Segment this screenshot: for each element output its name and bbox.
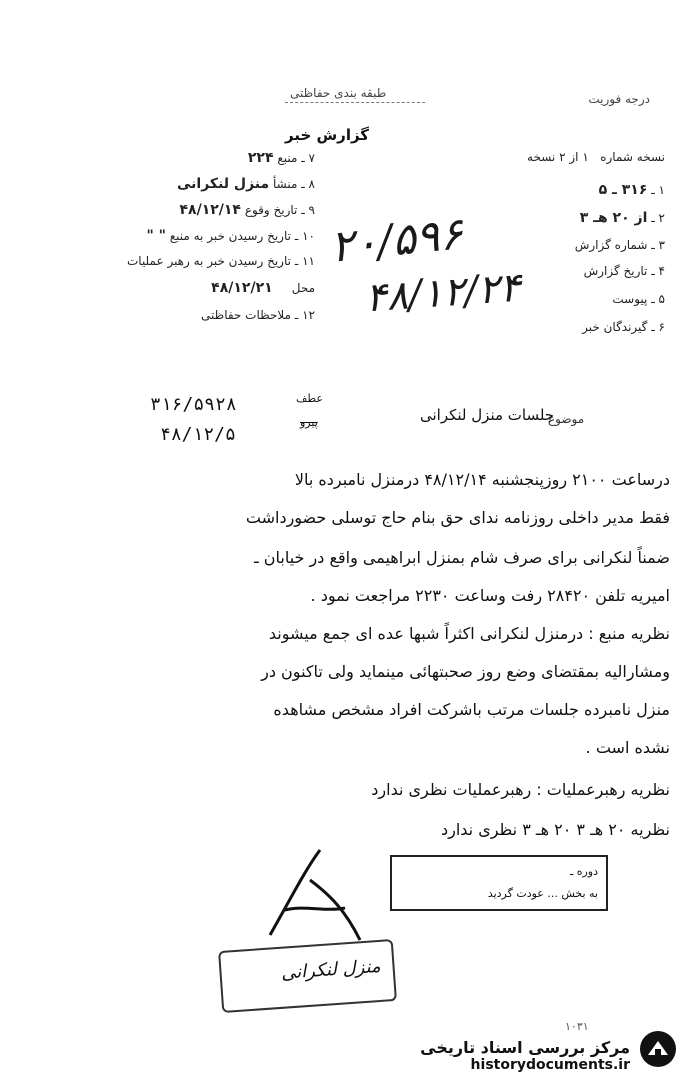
subject-label: موضوع [548, 412, 585, 426]
page-number: ۱۰۳۱ [565, 1020, 589, 1033]
subject-value: جلسات منزل لنکرانی [420, 406, 555, 424]
body-line-6: ومشارالیه بمقتضای وضع روز صحبتهائی مینماید ولی تاکنون در [261, 662, 670, 681]
report-title: گزارش خبر [285, 126, 370, 144]
field-event-date: ۹ ـ تاریخ وقوع ۴۸/۱۲/۱۴ [179, 202, 315, 218]
field-1: ۱ ـ ۳۱۶ ـ ۵ [598, 182, 665, 198]
signature-icon [250, 840, 370, 950]
field-news-to-source-date: ۱۰ ـ تاریخ رسیدن خبر به منبع " " [146, 228, 315, 244]
field-2: ۲ ـ از ۲۰ هـ ۳ [579, 210, 665, 226]
field-report-date: ۴ ـ تاریخ گزارش [583, 264, 665, 278]
priority-label: درجه فوریت [588, 92, 650, 106]
watermark-url: historydocuments.ir [470, 1057, 630, 1073]
body-line-8: نشده است . [585, 738, 670, 757]
classification-label: طبقه بندی حفاظتی [290, 86, 387, 100]
body-line-3: ضمناً لنکرانی برای صرف شام بمنزل ابراهیمی واقع در خیابان ـ [254, 548, 670, 567]
field-location: محل ۴۸/۱۲/۲۱ [211, 280, 315, 296]
body-line-9: نظریه رهبرعملیات : رهبرعملیات نظری ندارد [371, 780, 670, 799]
body-line-4: امیریه تلفن ۲۸۴۲۰ رفت وساعت ۲۲۳۰ مراجعت نمود . [310, 586, 670, 605]
return-stamp: دوره ـ به بخش ... عودت گردید [390, 855, 608, 911]
field-attachment: ۵ ـ پیوست [612, 292, 665, 306]
field-source: ۷ ـ منبع ۲۲۴ [247, 150, 315, 166]
field-security-notes: ۱۲ ـ ملاحظات حفاظتی [201, 308, 315, 322]
field-copy-number: نسخه شماره ۱ از ۲ نسخه [527, 150, 665, 164]
field-report-number: ۳ ـ شماره گزارش [574, 238, 665, 252]
archive-stamp: منزل لنکرانی [218, 939, 397, 1013]
watermark-name: مرکز بررسی اسناد تاریخی [420, 1038, 630, 1057]
body-line-5: نظریه منبع : درمنزل لنکرانی اکثراً شبها عده ای جمع میشوند [268, 624, 670, 643]
field-news-to-leader-date: ۱۱ ـ تاریخ رسیدن خبر به رهبر عملیات [126, 254, 315, 268]
body-line-2: فقط مدیر داخلی روزنامه ندای حق بنام حاج توسلی حضورداشت [245, 508, 670, 527]
body-line-10: نظریه ۲۰ هـ ۳ ۲۰ هـ ۳ نظری ندارد [440, 820, 670, 839]
body-line-1: درساعت ۲۱۰۰ روزپنجشنبه ۴۸/۱۲/۱۴ درمنزل نامبرده بالا [294, 470, 670, 489]
classification-line [285, 102, 425, 103]
watermark [420, 1038, 630, 1073]
handwritten-date: ۴۸/۱۲/۲۴ [363, 264, 523, 322]
followup-label: پیرو [300, 416, 318, 429]
reference-label: عطف [296, 392, 323, 405]
field-origin: ۸ ـ منشأ منزل لنکرانی [177, 176, 315, 192]
body-line-7: منزل نامبرده جلسات مرتب باشرکت افراد مشخص مشاهده [273, 700, 670, 719]
archive-logo-icon [638, 1029, 678, 1069]
reference-number: ۳۱۶/۵۹۲۸ [150, 394, 237, 415]
reference-date: ۴۸/۱۲/۵ [160, 424, 236, 445]
field-recipients: ۶ ـ گیرندگان خبر [582, 320, 665, 334]
handwritten-number: ۲۰/۵۹۶ [327, 208, 466, 273]
